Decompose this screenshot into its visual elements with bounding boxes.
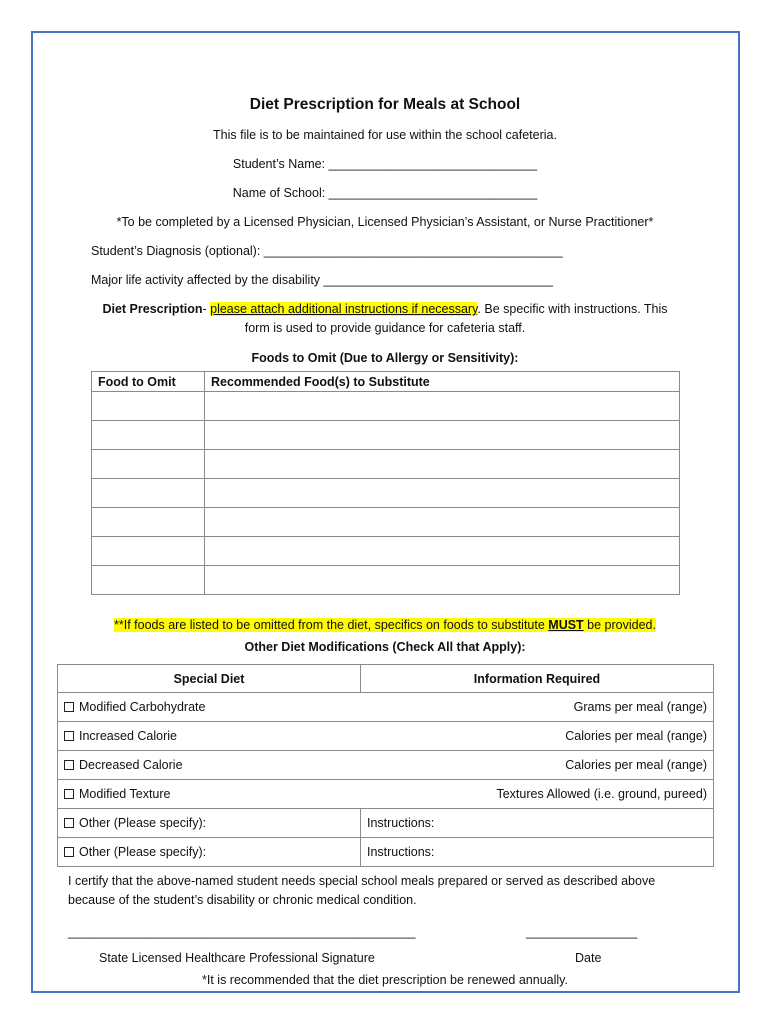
checkbox[interactable] (64, 818, 74, 828)
table-row (58, 780, 714, 809)
warning-must: MUST (548, 618, 584, 632)
date-label: Date (575, 951, 602, 965)
table-header-row (92, 372, 680, 392)
table-header-row (58, 665, 714, 693)
checkbox[interactable] (64, 702, 74, 712)
instructions-cell[interactable] (361, 809, 714, 838)
warning-part1: **If foods are listed to be omitted from the diet, specifics on foods to substitute (114, 618, 549, 632)
diet-modifications-table (57, 664, 714, 867)
table-row (92, 421, 680, 450)
table-row (92, 537, 680, 566)
substitute-cell[interactable] (205, 537, 680, 566)
diet-prescription-line1 (0, 302, 770, 316)
table-row (92, 508, 680, 537)
table-row (92, 479, 680, 508)
info-required-label: Calories per meal (range) (565, 758, 707, 772)
substitute-warning (0, 618, 770, 632)
signature-line[interactable]: __________________________________________________ (68, 925, 416, 939)
food-omit-cell[interactable] (92, 566, 205, 595)
form-title: Diet Prescription for Meals at School (249, 96, 521, 113)
completed-by-note: *To be completed by a Licensed Physician, Licensed Physician’s Assistant, or Nurse Practitioner* (116, 215, 654, 229)
substitute-cell[interactable] (205, 421, 680, 450)
food-omit-cell[interactable] (92, 392, 205, 421)
table-row (92, 392, 680, 421)
date-line[interactable]: ________________ (526, 925, 638, 939)
checkbox[interactable] (64, 847, 74, 857)
diet-option-label: Increased Calorie (79, 729, 177, 743)
table-row (58, 751, 714, 780)
diet-prescription-line2: form is used to provide guidance for cafeteria staff. (244, 321, 526, 335)
diet-prescription-dash: - (202, 302, 211, 316)
foods-omit-table (91, 371, 680, 595)
food-omit-cell[interactable] (92, 508, 205, 537)
certify-line1: I certify that the above-named student needs special school meals prepared or served as described above (68, 874, 656, 888)
table-row (58, 809, 714, 838)
diet-prescription-label: Diet Prescription (102, 302, 203, 316)
certify-line2: because of the student’s disability or chronic medical condition. (68, 893, 417, 907)
signature-label: State Licensed Healthcare Professional Signature (99, 951, 375, 965)
food-to-omit-header: Food to Omit (92, 372, 205, 392)
information-required-header: Information Required (361, 665, 714, 693)
foods-omit-heading: Foods to Omit (Due to Allergy or Sensitivity): (251, 351, 519, 365)
food-omit-cell[interactable] (92, 537, 205, 566)
special-diet-header: Special Diet (58, 665, 361, 693)
diet-row-cell (58, 693, 714, 722)
table-row (58, 722, 714, 751)
food-omit-cell[interactable] (92, 479, 205, 508)
table-row (92, 566, 680, 595)
form-subtitle: This file is to be maintained for use within the school cafeteria. (213, 128, 557, 142)
diet-option-label: Modified Carbohydrate (79, 700, 206, 714)
substitute-cell[interactable] (205, 392, 680, 421)
diet-row-cell (58, 838, 361, 867)
diagnosis-field[interactable]: Student’s Diagnosis (optional): ___________________________________________ (91, 244, 563, 258)
food-omit-cell[interactable] (92, 450, 205, 479)
major-life-activity-field[interactable]: Major life activity affected by the disability _________________________________ (91, 273, 553, 287)
info-required-label: Calories per meal (range) (565, 729, 707, 743)
diet-prescription-highlight: please attach additional instructions if necessary (210, 302, 478, 316)
diet-row-cell (58, 751, 714, 780)
warning-part2: be provided. (583, 618, 656, 632)
instructions-cell[interactable] (361, 838, 714, 867)
table-row (58, 693, 714, 722)
food-omit-cell[interactable] (92, 421, 205, 450)
diet-prescription-rest: . Be specific with instructions. This (477, 302, 668, 316)
info-required-label: Textures Allowed (i.e. ground, pureed) (496, 787, 707, 801)
student-name-field[interactable]: Student’s Name: ______________________________ (232, 157, 538, 171)
other-mods-heading: Other Diet Modifications (Check All that Apply): (244, 640, 526, 654)
info-required-label: Grams per meal (range) (573, 700, 707, 714)
checkbox[interactable] (64, 731, 74, 741)
table-row (58, 838, 714, 867)
school-name-field[interactable]: Name of School: ______________________________ (232, 186, 538, 200)
instructions-label: Instructions: (367, 845, 435, 859)
diet-option-label: Other (Please specify): (79, 845, 207, 859)
substitute-cell[interactable] (205, 479, 680, 508)
checkbox[interactable] (64, 760, 74, 770)
substitute-cell[interactable] (205, 566, 680, 595)
substitute-header: Recommended Food(s) to Substitute (205, 372, 680, 392)
renewal-note: *It is recommended that the diet prescription be renewed annually. (202, 973, 568, 987)
substitute-cell[interactable] (205, 450, 680, 479)
diet-row-cell (58, 722, 714, 751)
substitute-cell[interactable] (205, 508, 680, 537)
diet-row-cell (58, 780, 714, 809)
diet-option-label: Modified Texture (79, 787, 171, 801)
diet-option-label: Decreased Calorie (79, 758, 183, 772)
checkbox[interactable] (64, 789, 74, 799)
table-row (92, 450, 680, 479)
diet-option-label: Other (Please specify): (79, 816, 207, 830)
diet-row-cell (58, 809, 361, 838)
instructions-label: Instructions: (367, 816, 435, 830)
